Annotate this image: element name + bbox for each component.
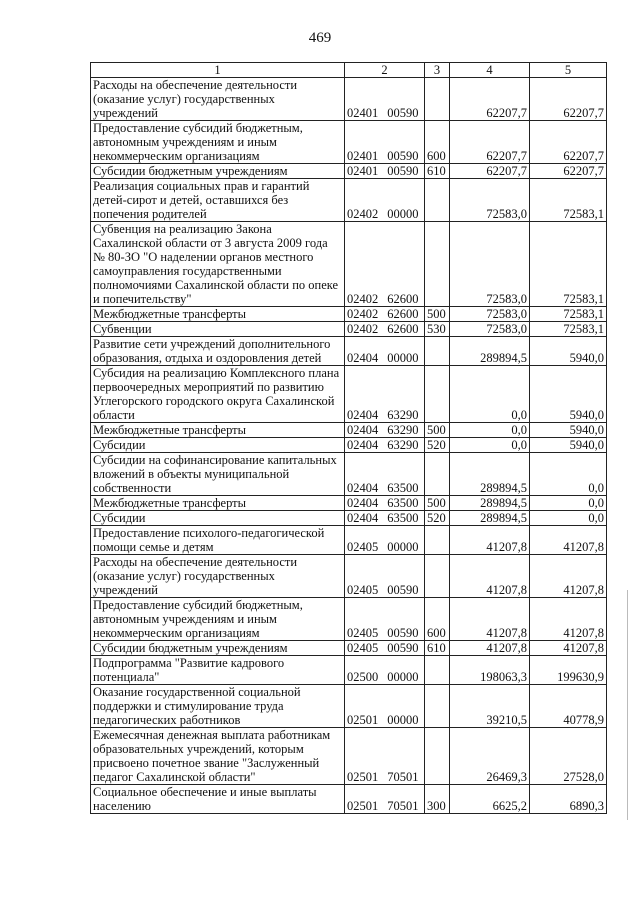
- row-amount-col5: 41207,8: [530, 598, 607, 641]
- row-code-program: 02402: [347, 292, 379, 306]
- row-code-direction: 63500: [387, 511, 419, 525]
- row-amount-col4: 41207,8: [450, 598, 530, 641]
- row-amount-col5: 41207,8: [530, 555, 607, 598]
- row-code-direction: 00590: [387, 583, 419, 597]
- row-amount-col4: 0,0: [450, 423, 530, 438]
- table-body: [91, 78, 607, 814]
- row-description: Субсидии бюджетным учреждениям: [91, 641, 345, 656]
- row-code: [345, 555, 425, 598]
- row-amount-col5: 5940,0: [530, 366, 607, 423]
- row-code: [345, 222, 425, 307]
- row-code: [345, 307, 425, 322]
- row-amount-col4: 72583,0: [450, 179, 530, 222]
- row-code-direction: 00000: [387, 713, 419, 727]
- table-row: [91, 555, 607, 598]
- row-description: Реализация социальных прав и гарантий детей-сирот и детей, оставшихся без попечения родителей: [91, 179, 345, 222]
- row-amount-col4: 0,0: [450, 438, 530, 453]
- row-expense-type: 520: [425, 511, 450, 526]
- row-code-direction: 70501: [387, 770, 419, 784]
- row-description: Развитие сети учреждений дополнительного образования, отдыха и оздоровления детей: [91, 337, 345, 366]
- row-amount-col5: 72583,1: [530, 179, 607, 222]
- row-amount-col5: 6890,3: [530, 785, 607, 814]
- row-expense-type: 600: [425, 598, 450, 641]
- table-row: [91, 526, 607, 555]
- row-code: [345, 728, 425, 785]
- row-description: Расходы на обеспечение деятельности (оказание услуг) государственных учреждений: [91, 555, 345, 598]
- col-header-5: 5: [530, 63, 607, 78]
- row-code: [345, 121, 425, 164]
- row-code: [345, 526, 425, 555]
- row-amount-col5: 27528,0: [530, 728, 607, 785]
- row-code-direction: 00590: [387, 164, 419, 178]
- row-description: Субсидия на реализацию Комплексного плана первоочередных мероприятий по развитию Углегорского городского округа Сахалинской области: [91, 366, 345, 423]
- row-code-program: 02404: [347, 511, 379, 525]
- row-expense-type: [425, 366, 450, 423]
- row-amount-col4: 6625,2: [450, 785, 530, 814]
- row-code: [345, 453, 425, 496]
- row-code-program: 02404: [347, 481, 379, 495]
- row-code: [345, 164, 425, 179]
- row-code-direction: 00000: [387, 207, 419, 221]
- row-amount-col5: 62207,7: [530, 164, 607, 179]
- row-amount-col4: 72583,0: [450, 307, 530, 322]
- row-code: [345, 656, 425, 685]
- table-row: [91, 179, 607, 222]
- row-expense-type: 520: [425, 438, 450, 453]
- row-amount-col5: 41207,8: [530, 526, 607, 555]
- row-code-direction: 63290: [387, 408, 419, 422]
- row-description: Межбюджетные трансферты: [91, 496, 345, 511]
- row-code: [345, 685, 425, 728]
- table-row: [91, 641, 607, 656]
- row-amount-col4: 41207,8: [450, 641, 530, 656]
- row-expense-type: 530: [425, 322, 450, 337]
- table-row: [91, 511, 607, 526]
- row-code-program: 02501: [347, 770, 379, 784]
- row-expense-type: 600: [425, 121, 450, 164]
- row-code-direction: 63290: [387, 438, 419, 452]
- row-amount-col5: 41207,8: [530, 641, 607, 656]
- row-expense-type: [425, 526, 450, 555]
- row-amount-col5: 199630,9: [530, 656, 607, 685]
- row-amount-col5: 72583,1: [530, 307, 607, 322]
- row-code-direction: 00000: [387, 670, 419, 684]
- row-amount-col5: 5940,0: [530, 438, 607, 453]
- row-code-direction: 00590: [387, 626, 419, 640]
- row-expense-type: 500: [425, 496, 450, 511]
- table-header: [91, 63, 607, 78]
- row-code-direction: 63290: [387, 423, 419, 437]
- row-code-program: 02404: [347, 496, 379, 510]
- row-expense-type: [425, 78, 450, 121]
- row-expense-type: [425, 222, 450, 307]
- budget-table: [90, 62, 607, 814]
- row-code-program: 02402: [347, 207, 379, 221]
- table-row: [91, 121, 607, 164]
- row-code-direction: 00000: [387, 351, 419, 365]
- row-description: Предоставление субсидий бюджетным, автономным учреждениям и иным некоммерческим организациям: [91, 121, 345, 164]
- row-code: [345, 438, 425, 453]
- row-code-program: 02402: [347, 307, 379, 321]
- row-description: Субсидии бюджетным учреждениям: [91, 164, 345, 179]
- row-code-program: 02404: [347, 408, 379, 422]
- row-code: [345, 785, 425, 814]
- col-header-4: 4: [450, 63, 530, 78]
- table-row: [91, 78, 607, 121]
- table-row: [91, 685, 607, 728]
- table-row: [91, 337, 607, 366]
- row-code: [345, 423, 425, 438]
- row-description: Социальное обеспечение и иные выплаты населению: [91, 785, 345, 814]
- col-header-3: 3: [425, 63, 450, 78]
- page-edge-line: [627, 590, 628, 820]
- row-code-direction: 00590: [387, 106, 419, 120]
- row-amount-col5: 5940,0: [530, 337, 607, 366]
- row-description: Подпрограмма "Развитие кадрового потенциала": [91, 656, 345, 685]
- row-expense-type: [425, 453, 450, 496]
- row-code-program: 02405: [347, 641, 379, 655]
- table-row: [91, 307, 607, 322]
- row-amount-col4: 289894,5: [450, 453, 530, 496]
- row-code: [345, 322, 425, 337]
- row-code-program: 02402: [347, 322, 379, 336]
- row-description: Оказание государственной социальной поддержки и стимулирование труда педагогических работников: [91, 685, 345, 728]
- row-code-direction: 00000: [387, 540, 419, 554]
- row-description: Субвенция на реализацию Закона Сахалинской области от 3 августа 2009 года № 80-ЗО "О наделении органов местного самоуправления государственными полномочиями Сахалинской области по опеке и попечительству": [91, 222, 345, 307]
- row-code: [345, 641, 425, 656]
- row-code-direction: 62600: [387, 292, 419, 306]
- row-amount-col4: 0,0: [450, 366, 530, 423]
- row-code: [345, 337, 425, 366]
- row-amount-col4: 72583,0: [450, 322, 530, 337]
- row-expense-type: [425, 728, 450, 785]
- row-code-program: 02404: [347, 423, 379, 437]
- row-code-direction: 62600: [387, 322, 419, 336]
- row-code: [345, 179, 425, 222]
- row-code-program: 02404: [347, 438, 379, 452]
- row-description: Субсидии на софинансирование капитальных вложений в объекты муниципальной собственности: [91, 453, 345, 496]
- row-amount-col4: 39210,5: [450, 685, 530, 728]
- row-amount-col5: 72583,1: [530, 222, 607, 307]
- row-code-program: 02404: [347, 351, 379, 365]
- row-amount-col4: 198063,3: [450, 656, 530, 685]
- row-expense-type: 610: [425, 164, 450, 179]
- table-row: [91, 438, 607, 453]
- row-amount-col5: 0,0: [530, 453, 607, 496]
- row-amount-col5: 5940,0: [530, 423, 607, 438]
- row-code-program: 02501: [347, 713, 379, 727]
- row-expense-type: [425, 337, 450, 366]
- row-expense-type: [425, 179, 450, 222]
- row-description: Предоставление психолого-педагогической помощи семье и детям: [91, 526, 345, 555]
- row-amount-col5: 40778,9: [530, 685, 607, 728]
- row-code-direction: 00590: [387, 641, 419, 655]
- row-code: [345, 78, 425, 121]
- row-amount-col4: 26469,3: [450, 728, 530, 785]
- row-code-program: 02405: [347, 626, 379, 640]
- row-description: Межбюджетные трансферты: [91, 423, 345, 438]
- table-row: [91, 222, 607, 307]
- table-row: [91, 453, 607, 496]
- row-amount-col5: 0,0: [530, 511, 607, 526]
- row-expense-type: 500: [425, 307, 450, 322]
- table-row: [91, 322, 607, 337]
- page-number: 469: [308, 30, 332, 46]
- row-code-direction: 63500: [387, 496, 419, 510]
- row-code: [345, 598, 425, 641]
- row-amount-col4: 62207,7: [450, 121, 530, 164]
- row-amount-col4: 72583,0: [450, 222, 530, 307]
- row-code-program: 02501: [347, 799, 379, 813]
- row-amount-col4: 62207,7: [450, 164, 530, 179]
- row-description: Субсидии: [91, 438, 345, 453]
- row-expense-type: 610: [425, 641, 450, 656]
- row-description: Субвенции: [91, 322, 345, 337]
- row-code-program: 02405: [347, 540, 379, 554]
- row-code-program: 02401: [347, 149, 379, 163]
- row-code: [345, 511, 425, 526]
- row-amount-col4: 289894,5: [450, 337, 530, 366]
- table-row: [91, 656, 607, 685]
- row-expense-type: 300: [425, 785, 450, 814]
- col-header-1: 1: [91, 63, 345, 78]
- header-row: [91, 63, 607, 78]
- table-row: [91, 785, 607, 814]
- row-amount-col4: 41207,8: [450, 526, 530, 555]
- table-row: [91, 366, 607, 423]
- row-code-program: 02405: [347, 583, 379, 597]
- row-description: Предоставление субсидий бюджетным, автономным учреждениям и иным некоммерческим организациям: [91, 598, 345, 641]
- row-expense-type: 500: [425, 423, 450, 438]
- row-amount-col5: 72583,1: [530, 322, 607, 337]
- row-description: Межбюджетные трансферты: [91, 307, 345, 322]
- row-code-program: 02401: [347, 164, 379, 178]
- row-code: [345, 366, 425, 423]
- row-amount-col4: 62207,7: [450, 78, 530, 121]
- row-code-direction: 70501: [387, 799, 419, 813]
- row-description: Субсидии: [91, 511, 345, 526]
- row-amount-col4: 41207,8: [450, 555, 530, 598]
- table-row: [91, 496, 607, 511]
- table-row: [91, 423, 607, 438]
- row-expense-type: [425, 555, 450, 598]
- row-code: [345, 496, 425, 511]
- row-code-direction: 63500: [387, 481, 419, 495]
- row-code-direction: 62600: [387, 307, 419, 321]
- row-code-program: 02500: [347, 670, 379, 684]
- row-expense-type: [425, 656, 450, 685]
- col-header-2: 2: [345, 63, 425, 78]
- row-expense-type: [425, 685, 450, 728]
- row-code-direction: 00590: [387, 149, 419, 163]
- row-description: Ежемесячная денежная выплата работникам образовательных учреждений, которым присвоено почетное звание "Заслуженный педагог Сахалинской области": [91, 728, 345, 785]
- row-amount-col5: 62207,7: [530, 121, 607, 164]
- row-amount-col5: 0,0: [530, 496, 607, 511]
- row-amount-col4: 289894,5: [450, 511, 530, 526]
- row-amount-col5: 62207,7: [530, 78, 607, 121]
- row-amount-col4: 289894,5: [450, 496, 530, 511]
- table-row: [91, 598, 607, 641]
- row-description: Расходы на обеспечение деятельности (оказание услуг) государственных учреждений: [91, 78, 345, 121]
- row-code-program: 02401: [347, 106, 379, 120]
- table-row: [91, 164, 607, 179]
- table-row: [91, 728, 607, 785]
